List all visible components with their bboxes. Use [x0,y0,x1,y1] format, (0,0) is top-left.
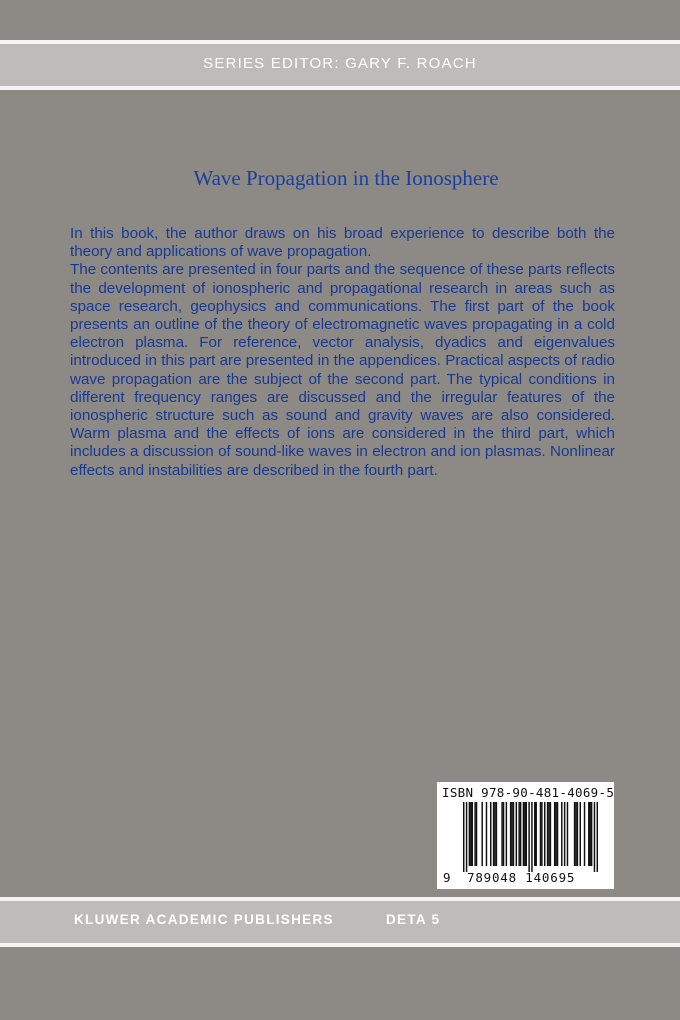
barcode-bar [518,802,519,866]
barcode-bar [575,802,576,866]
series-editor-band [0,40,680,90]
barcode-bar [589,802,590,866]
barcode-bar [524,802,525,866]
barcode-bar [561,802,562,866]
barcode-bar [555,802,556,866]
barcode-bar [516,802,517,866]
barcode-bar [554,802,555,866]
barcode-bar [511,802,512,866]
barcode-bar [577,802,578,866]
barcode-bar [541,802,542,866]
book-title: Wave Propagation in the Ionosphere [193,166,499,190]
barcode-bar [564,802,565,866]
barcode-bar [463,802,464,872]
isbn-barcode [437,782,614,889]
barcode-bar [472,802,473,866]
barcode-bar [547,802,548,866]
barcode-bar [513,802,514,866]
barcode-bar [523,802,524,866]
barcode-bar [476,802,477,866]
barcode-bar [584,802,585,866]
barcode-bar [496,802,497,866]
book-description [70,225,615,480]
barcode-bar [534,802,535,866]
isbn-number: ISBN 978-90-481-4069-5 [442,785,615,800]
barcode-bar [469,802,470,866]
barcode-bar [557,802,558,866]
barcode-bar [548,802,549,866]
barcode-bar [510,802,511,866]
barcode-bar [594,802,595,872]
barcode-bar [506,802,507,866]
ean-digits: 789048 140695 [467,870,576,885]
barcode-bar [520,802,521,866]
barcode-bar [540,802,541,866]
barcode-bar [531,802,532,872]
barcode-bar [470,802,471,866]
barcode-bars [463,802,598,872]
barcode-bar [490,802,491,866]
barcode-bar [474,802,475,866]
description-paragraph-1: In this book, the author draws on his broad experience to describe both the theory and applications of wave propagation. [70,225,615,261]
barcode-bar [588,802,589,866]
barcode-bar [493,802,494,866]
barcode-bar [526,802,527,866]
barcode-bar [501,802,502,866]
description-paragraph-2: The contents are presented in four parts and the sequence of these parts reflects the development of ionospheric and propagational research in areas such as space research, geophysics and communications. The first part of the book presents an outline of the theory of electromagnetic waves propagating in a cold electron plasma. For reference, vector analysis, dyadics and eigenvalues introduced in this part are presented in the appendices. Practical aspects of radio wave propagation are the subject of the second part. The typical conditions in different frequency ranges are discussed and the irregular features of the ionospheric structure such as sound and gravity waves are also considered. Warm plasma and the effects of ions are considered in the third part, which includes a discussion of sound-like waves in electron and ion plasmas. Nonlinear effects and instabilities are described in the fourth part. [70,261,615,479]
barcode-bar [486,802,487,866]
barcode-bar [494,802,495,866]
barcode-bar [544,802,545,866]
publisher-name: KLUWER ACADEMIC PUBLISHERS [74,912,334,927]
barcode-bar [580,802,581,866]
barcode-bar [535,802,536,866]
barcode-bar [550,802,551,866]
barcode-bar [574,802,575,866]
barcode-bar [481,802,482,866]
barcode-bar [528,802,529,872]
publisher-band [0,897,680,947]
series-editor-text: SERIES EDITOR: GARY F. ROACH [203,55,477,72]
barcode-bar [466,802,467,872]
barcode-bar [567,802,568,866]
barcode-bar [597,802,598,872]
barcode-bar [503,802,504,866]
barcode-bar [591,802,592,866]
ean-first-digit: 9 [443,870,451,885]
series-code: DETA 5 [386,912,441,927]
